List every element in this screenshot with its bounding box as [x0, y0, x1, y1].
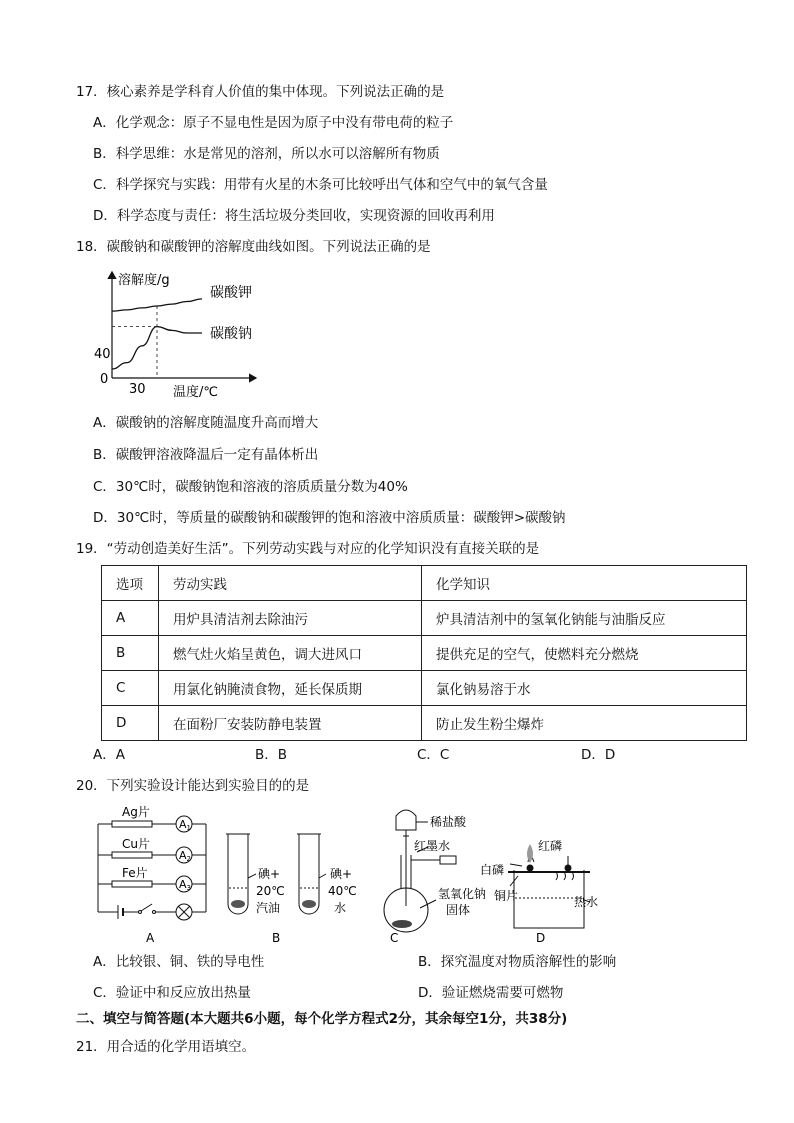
fig-a-meter-2: A2 [179, 849, 191, 863]
table-row [102, 706, 747, 741]
origin-label: 0 [100, 372, 109, 387]
table-cell: A [102, 601, 159, 636]
fig-a-label-ag: Ag片 [122, 805, 150, 819]
q19-stem: 19．“劳动创造美好生活”。下列劳动实践与对应的化学知识没有直接关联的是 [76, 541, 540, 557]
table-cell: D [102, 706, 159, 741]
fig-c-label-naoh: 氢氧化钠 [438, 887, 487, 901]
fig-a-caption: A [146, 931, 155, 945]
table-row [102, 636, 747, 671]
q19-choice-a: A．A [93, 747, 125, 763]
fig-c-caption: C [390, 931, 399, 945]
series-label-potassium-carbonate: 碳酸钾 [210, 284, 252, 301]
fig-d-beaker [508, 856, 590, 928]
table-cell: B [102, 636, 159, 671]
fig-b-tube2-label: 40℃ [328, 884, 357, 898]
fig-b-tube1-label: 汽油 [256, 901, 281, 915]
q18-option-c: C．30℃时，碳酸钠饱和溶液的溶质质量分数为40% [93, 479, 408, 495]
table-header-row [102, 566, 747, 601]
table-row [102, 601, 747, 636]
solubility-chart [96, 268, 266, 404]
q18-option-b: B．碳酸钾溶液降温后一定有晶体析出 [93, 447, 319, 463]
q19-choice-b: B．B [255, 747, 288, 763]
table-cell: 氯化钠易溶于水 [422, 671, 747, 706]
x-axis-label: 温度/℃ [173, 385, 218, 400]
q18-stem: 18．碳酸钠和碳酸钾的溶解度曲线如图。下列说法正确的是 [76, 239, 431, 255]
q17-stem: 17．核心素养是学科育人价值的集中体现。下列说法正确的是 [76, 84, 445, 100]
y-tick-label: 40 [94, 347, 111, 362]
x-tick-label: 30 [129, 382, 146, 397]
fig-d-label-hot-water: 热水 [574, 895, 599, 909]
series-label-sodium-carbonate: 碳酸钠 [210, 326, 252, 342]
table-cell: 提供充足的空气，使燃料充分燃烧 [422, 636, 747, 671]
q18-option-a: A．碳酸钠的溶解度随温度升高而增大 [93, 415, 319, 431]
fig-a-label-fe: Fe片 [122, 866, 148, 880]
q17-option-d: D．科学态度与责任：将生活垃圾分类回收，实现资源的回收再利用 [93, 208, 495, 224]
q19-choice-d: D．D [581, 747, 616, 763]
q17-option-a: A．化学观念：原子不显电性是因为原子中没有带电荷的粒子 [93, 115, 454, 131]
q18-option-d: D．30℃时，等质量的碳酸钠和碳酸钾的饱和溶液中溶质质量：碳酸钾>碳酸钠 [93, 510, 566, 526]
q17-option-b: B．科学思维：水是常见的溶剂，所以水可以溶解所有物质 [93, 146, 440, 162]
section-title: 二、填空与简答题(本大题共6小题，每个化学方程式2分，其余每空1分，共38分) [76, 1011, 568, 1027]
table-cell: C [102, 671, 159, 706]
fig-a-meter-1: A1 [179, 818, 191, 832]
fig-b-tube1-label: 碘+ [258, 867, 281, 881]
table-cell: 燃气灶火焰呈黄色，调大进风口 [159, 636, 422, 671]
table-header-cell: 劳动实践 [159, 566, 422, 601]
fig-b-tube1-label: 20℃ [256, 884, 285, 898]
q19-table [101, 565, 747, 741]
q20-option-c: C．验证中和反应放出热量 [93, 985, 251, 1001]
q20-option-b: B．探究温度对物质溶解性的影响 [418, 954, 617, 970]
y-axis-label: 溶解度/g [118, 273, 170, 288]
table-header-cell: 化学知识 [422, 566, 747, 601]
fig-d-label-copper: 铜片 [494, 889, 519, 903]
series-line-potassium-carbonate [112, 299, 202, 311]
q20-option-d: D．验证燃烧需要可燃物 [418, 985, 564, 1001]
fig-c-label-solid: 固体 [446, 903, 471, 917]
fig-b-caption: B [272, 931, 281, 945]
q21-stem: 21．用合适的化学用语填空。 [76, 1039, 256, 1055]
fig-c-label-acid: 稀盐酸 [430, 815, 467, 829]
q20-option-a: A．比较银、铜、铁的导电性 [93, 954, 265, 970]
table-row [102, 671, 747, 706]
fig-d-label-white-phosphorus: 白磷 [480, 863, 505, 877]
table-cell: 在面粉厂安装防静电装置 [159, 706, 422, 741]
table-cell: 用氯化钠腌渍食物，延长保质期 [159, 671, 422, 706]
table-cell: 用炉具清洁剂去除油污 [159, 601, 422, 636]
table-header-cell: 选项 [102, 566, 159, 601]
fig-b-tube2-label: 碘+ [330, 867, 353, 881]
fig-a-meter-3: A3 [179, 878, 191, 892]
fig-b-tube2-label: 水 [334, 901, 347, 915]
fig-d-label-red-phosphorus: 红磷 [538, 839, 563, 853]
q20-stem: 20．下列实验设计能达到实验目的的是 [76, 778, 310, 794]
table-cell: 炉具清洁剂中的氢氧化钠能与油脂反应 [422, 601, 747, 636]
q20-figures [90, 800, 610, 948]
table-cell: 防止发生粉尘爆炸 [422, 706, 747, 741]
q19-choice-c: C．C [417, 747, 450, 763]
fig-c-label-ink: 红墨水 [414, 839, 451, 853]
fig-d-caption: D [536, 931, 546, 945]
q17-option-c: C．科学探究与实践：用带有火星的木条可比较呼出气体和空气中的氧气含量 [93, 177, 548, 193]
fig-a-label-cu: Cu片 [122, 837, 150, 851]
